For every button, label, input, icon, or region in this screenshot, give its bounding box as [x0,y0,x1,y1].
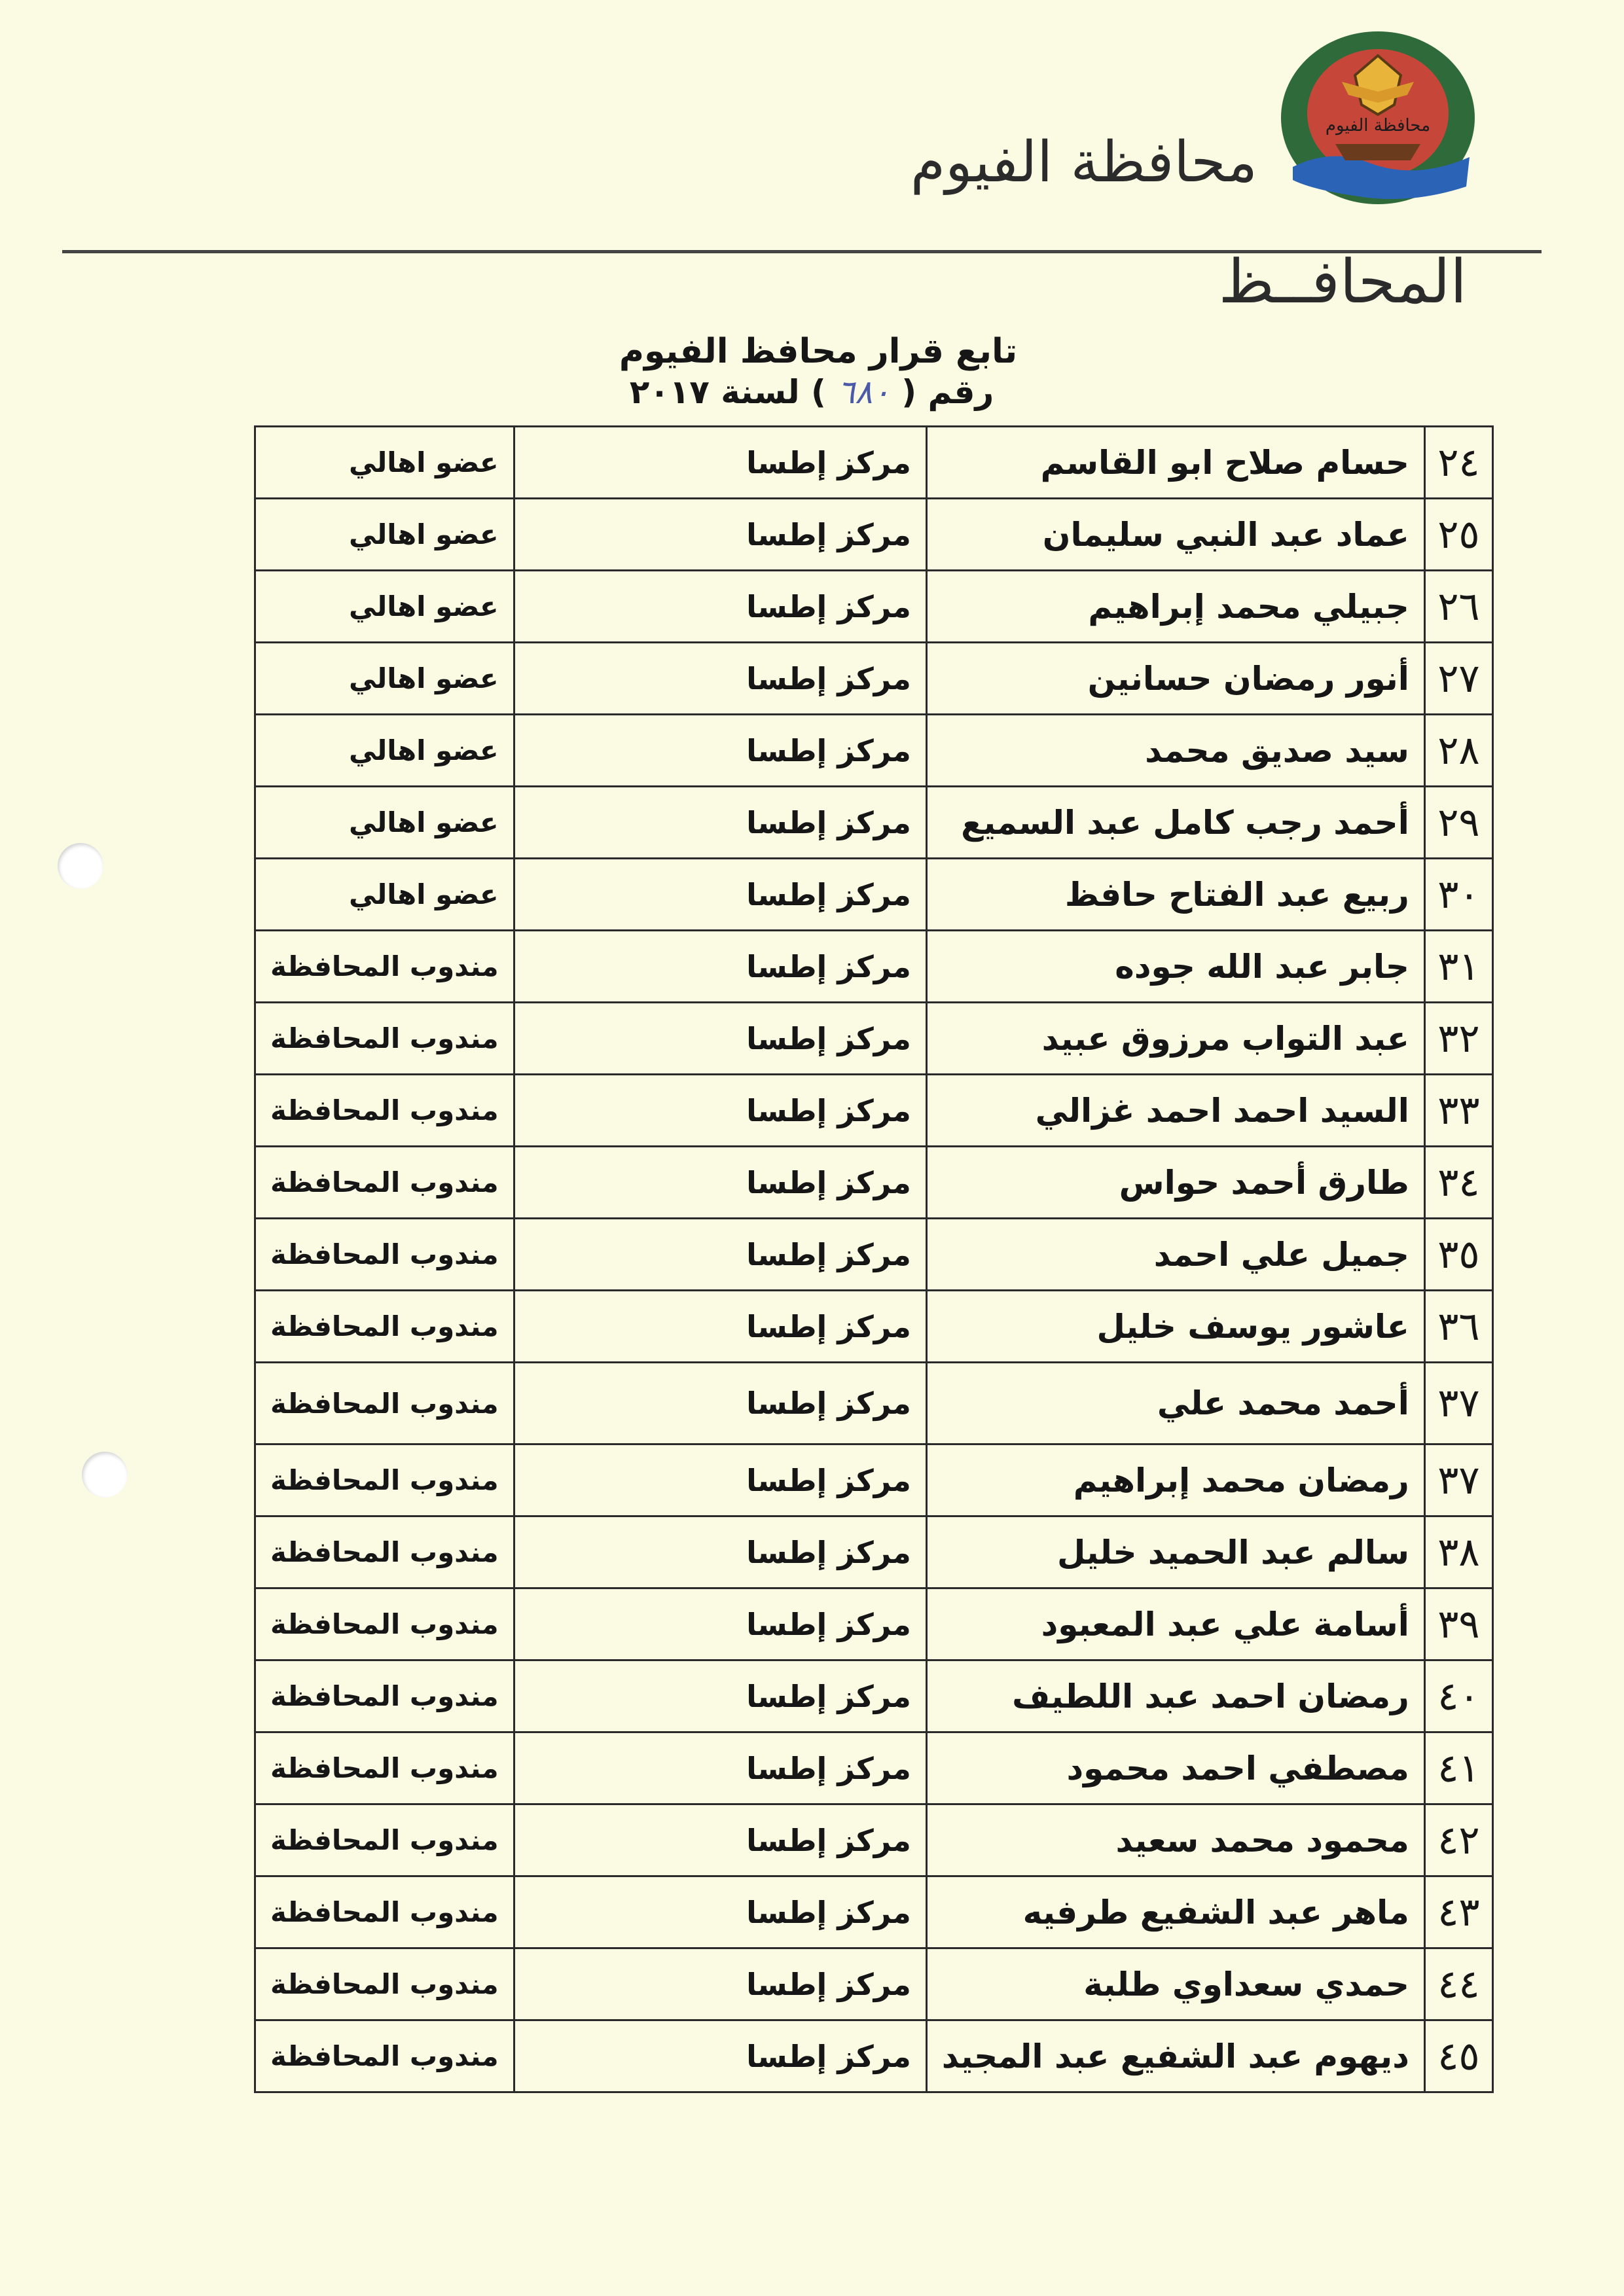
row-number: ٤٥ [1424,2020,1492,2092]
row-number: ٣٧ [1424,1444,1492,1516]
table-row [255,499,1493,571]
member-center: مركز إطسا [514,499,926,571]
table-row [255,1444,1493,1516]
table-row [255,1003,1493,1075]
member-name: جميل علي احمد [926,1219,1424,1291]
member-name: حمدي سعداوي طلبة [926,1948,1424,2020]
member-center: مركز إطسا [514,1948,926,2020]
member-name: أحمد رجب كامل عبد السميع [926,787,1424,859]
member-center: مركز إطسا [514,787,926,859]
member-center: مركز إطسا [514,859,926,931]
punch-hole [82,1452,128,1498]
table-row [255,1516,1493,1588]
member-name: أسامة علي عبد المعبود [926,1588,1424,1660]
table-row [255,571,1493,643]
member-name: عماد عبد النبي سليمان [926,499,1424,571]
table-row [255,859,1493,931]
member-role: مندوب المحافظة [255,931,514,1003]
member-center: مركز إطسا [514,571,926,643]
members-table-body [255,427,1493,2092]
member-center: مركز إطسا [514,1516,926,1588]
table-row [255,787,1493,859]
member-name: محمود محمد سعيد [926,1804,1424,1876]
member-name: حسام صلاح ابو القاسم [926,427,1424,499]
member-role: عضو اهالي [255,643,514,715]
member-name: ماهر عبد الشفيع طرفيه [926,1876,1424,1948]
table-row [255,1588,1493,1660]
row-number: ٤٢ [1424,1804,1492,1876]
governorate-emblem [1280,29,1476,206]
member-center: مركز إطسا [514,931,926,1003]
row-number: ٢٥ [1424,499,1492,571]
member-center: مركز إطسا [514,1444,926,1516]
member-center: مركز إطسا [514,1075,926,1147]
member-center: مركز إطسا [514,1876,926,1948]
member-name: سالم عبد الحميد خليل [926,1516,1424,1588]
decision-number-handwritten: ٦٨٠ [837,373,890,411]
row-number: ٣١ [1424,931,1492,1003]
row-number: ٤١ [1424,1732,1492,1804]
member-center: مركز إطسا [514,643,926,715]
member-role: عضو اهالي [255,787,514,859]
row-number: ٤٤ [1424,1948,1492,2020]
table-row [255,1804,1493,1876]
table-row [255,1660,1493,1732]
member-name: عاشور يوسف خليل [926,1291,1424,1363]
row-number: ٤٠ [1424,1660,1492,1732]
member-role: مندوب المحافظة [255,1363,514,1444]
table-row [255,1291,1493,1363]
row-number: ٣٥ [1424,1219,1492,1291]
table-row [255,2020,1493,2092]
row-number: ٢٩ [1424,787,1492,859]
member-role: مندوب المحافظة [255,1075,514,1147]
governorate-name: محافظة الفيوم [910,130,1257,195]
row-number: ٢٨ [1424,715,1492,787]
member-name: ربيع عبد الفتاح حافظ [926,859,1424,931]
row-number: ٣٩ [1424,1588,1492,1660]
member-center: مركز إطسا [514,1291,926,1363]
member-name: سيد صديق محمد [926,715,1424,787]
svg-text:محافظة الفيوم: محافظة الفيوم [1325,116,1431,135]
member-center: مركز إطسا [514,1219,926,1291]
members-table [254,425,1494,2093]
table-row [255,1147,1493,1219]
member-role: عضو اهالي [255,715,514,787]
decision-number-prefix: رقم ( [901,373,994,411]
row-number: ٣٠ [1424,859,1492,931]
member-role: مندوب المحافظة [255,1516,514,1588]
member-role: مندوب المحافظة [255,2020,514,2092]
member-center: مركز إطسا [514,2020,926,2092]
member-center: مركز إطسا [514,1363,926,1444]
member-role: مندوب المحافظة [255,1219,514,1291]
member-name: السيد احمد احمد غزالي [926,1075,1424,1147]
decision-number-line [563,373,1060,411]
member-center: مركز إطسا [514,1003,926,1075]
member-name: جبيلي محمد إبراهيم [926,571,1424,643]
member-center: مركز إطسا [514,1804,926,1876]
punch-hole [58,843,103,889]
member-name: رمضان احمد عبد اللطيف [926,1660,1424,1732]
row-number: ٣٦ [1424,1291,1492,1363]
member-role: عضو اهالي [255,499,514,571]
member-name: طارق أحمد حواس [926,1147,1424,1219]
member-role: عضو اهالي [255,427,514,499]
table-row [255,1876,1493,1948]
member-role: مندوب المحافظة [255,1804,514,1876]
member-center: مركز إطسا [514,427,926,499]
member-role: مندوب المحافظة [255,1948,514,2020]
table-row [255,715,1493,787]
member-role: مندوب المحافظة [255,1003,514,1075]
row-number: ٣٢ [1424,1003,1492,1075]
member-center: مركز إطسا [514,1147,926,1219]
row-number: ٢٧ [1424,643,1492,715]
row-number: ٢٤ [1424,427,1492,499]
row-number: ٢٦ [1424,571,1492,643]
row-number: ٤٣ [1424,1876,1492,1948]
member-name: مصطفي احمد محمود [926,1732,1424,1804]
member-name: أنور رمضان حسانين [926,643,1424,715]
table-row [255,931,1493,1003]
member-center: مركز إطسا [514,1660,926,1732]
table-row [255,1363,1493,1444]
member-role: عضو اهالي [255,859,514,931]
member-role: مندوب المحافظة [255,1732,514,1804]
member-role: مندوب المحافظة [255,1876,514,1948]
member-name: رمضان محمد إبراهيم [926,1444,1424,1516]
table-row [255,1948,1493,2020]
member-role: مندوب المحافظة [255,1444,514,1516]
member-center: مركز إطسا [514,1732,926,1804]
row-number: ٣٨ [1424,1516,1492,1588]
member-role: مندوب المحافظة [255,1147,514,1219]
member-role: مندوب المحافظة [255,1588,514,1660]
member-name: أحمد محمد علي [926,1363,1424,1444]
member-role: مندوب المحافظة [255,1291,514,1363]
office-title: المحافــظ [1218,247,1467,317]
decision-number-suffix: ) لسنة ٢٠١٧ [629,373,826,411]
member-center: مركز إطسا [514,1588,926,1660]
table-row [255,643,1493,715]
member-name: جابر عبد الله جوده [926,931,1424,1003]
table-row [255,427,1493,499]
member-role: مندوب المحافظة [255,1660,514,1732]
member-role: عضو اهالي [255,571,514,643]
table-row [255,1075,1493,1147]
row-number: ٣٧ [1424,1363,1492,1444]
row-number: ٣٤ [1424,1147,1492,1219]
table-row [255,1732,1493,1804]
decision-title: تابع قرار محافظ الفيوم [619,332,1018,371]
member-center: مركز إطسا [514,715,926,787]
table-row [255,1219,1493,1291]
member-name: ديهوم عبد الشفيع عبد المجيد [926,2020,1424,2092]
member-name: عبد التواب مرزوق عبيد [926,1003,1424,1075]
row-number: ٣٣ [1424,1075,1492,1147]
